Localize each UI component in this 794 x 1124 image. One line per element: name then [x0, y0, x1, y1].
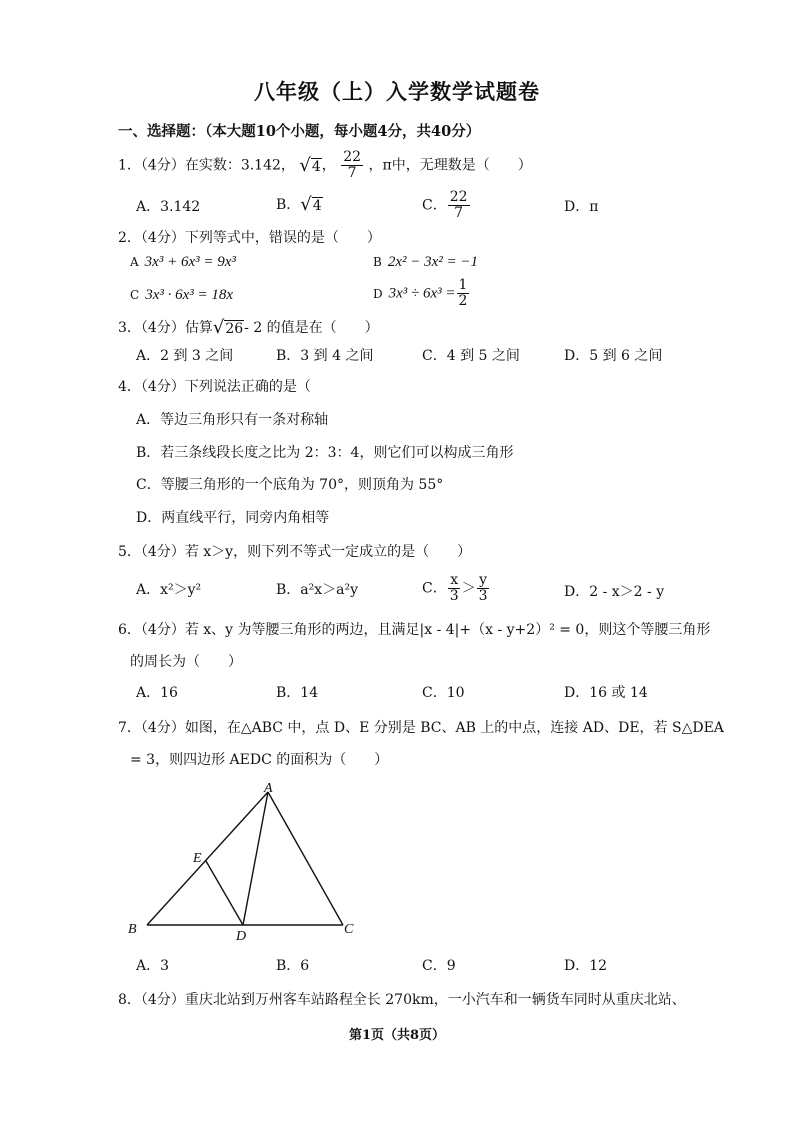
q3-sqrt-arg: 26	[225, 321, 244, 337]
q5-option-c-den1: 3	[449, 588, 459, 604]
q1-option-c-label: C．	[422, 197, 447, 214]
page-footer: 第1页（共8页）	[348, 1028, 446, 1043]
q2-option-b-label: B	[373, 255, 382, 269]
q2-option-c	[130, 285, 233, 305]
q1-option-c-num: 22	[449, 189, 468, 205]
q2-option-d-den: 2	[458, 293, 468, 309]
q7-option-a: A．3	[136, 958, 170, 974]
segment-ac	[268, 792, 343, 925]
q5-option-c-den2: 3	[478, 588, 488, 604]
q2-option-c-label: C	[130, 288, 140, 302]
q5-option-c-frac2	[477, 573, 490, 604]
triangle-figure	[120, 778, 370, 946]
q5-option-d: D．2 - x＞2 - y	[564, 584, 665, 600]
q2-option-b	[373, 252, 478, 272]
q4-option-a: A．等边三角形只有一条对称轴	[136, 412, 329, 428]
q2-option-a-label: A	[130, 255, 139, 269]
q2-option-a-expr: 3x³ + 6x³ = 9x³	[144, 254, 236, 270]
q1-frac-den: 7	[347, 165, 357, 181]
q4-option-c: C．等腰三角形的一个底角为 70°，则顶角为 55°	[136, 477, 444, 493]
segment-ad	[243, 792, 268, 925]
q5-option-c	[422, 573, 491, 604]
q1-sqrt-arg: 4	[311, 158, 321, 175]
q1-option-b-label: B．	[276, 197, 301, 213]
q4-option-d: D．两直线平行，同旁内角相等	[136, 510, 330, 526]
question-4: 4．（4分）下列说法正确的是（	[118, 379, 311, 395]
q3-suffix: - 2 的值是在（ ）	[244, 320, 379, 336]
q3-sqrt: √ 26	[212, 317, 244, 338]
q5-option-c-num1: x	[450, 572, 459, 588]
q1-suffix: ，π中，无理数是（ ）	[368, 157, 532, 174]
q7-option-c: C．9	[422, 958, 456, 974]
q5-option-a: A．x²＞y²	[136, 582, 202, 598]
q3-option-d: D．5 到 6 之间	[564, 348, 663, 364]
q2-option-a	[130, 252, 236, 272]
q2-option-b-expr: 2x² − 3x² = −1	[387, 254, 479, 270]
question-1: 1．（4分）在实数：3.142， √ 4 ， $\frac{22}{7}$ ，π中，无理数是（ ）	[118, 149, 532, 181]
q7-option-d: D．12	[564, 958, 608, 974]
q3-option-a: A．2 到 3 之间	[136, 348, 234, 364]
segment-ab	[147, 792, 268, 925]
vertex-label-c: C	[344, 922, 354, 937]
q6-option-c: C．10	[422, 685, 465, 701]
q5-option-b: B．a²x＞a²y	[276, 582, 359, 598]
segment-de	[206, 861, 243, 925]
q6-option-b: B．14	[276, 685, 319, 701]
q1-option-c-den: 7	[454, 205, 464, 221]
q1-fraction	[341, 150, 363, 181]
q6-option-a: A．16	[136, 685, 178, 701]
vertex-label-a: A	[264, 781, 273, 796]
q5-option-c-label: C．	[422, 580, 447, 597]
q2-option-d	[373, 278, 470, 309]
q1-prefix: 1．（4分）在实数：3.142，	[118, 157, 295, 174]
q4-option-b: B．若三条线段长度之比为 2：3：4，则它们可以构成三角形	[136, 445, 514, 461]
q1-option-c-frac	[448, 190, 470, 221]
question-7-line2: = 3，则四边形 AEDC 的面积为（ ）	[130, 752, 389, 768]
q5-option-c-gt: ＞	[461, 580, 476, 597]
q1-option-a: A．3.142	[136, 199, 201, 215]
q1-option-c	[422, 190, 471, 221]
q1-frac-num: 22	[343, 149, 362, 165]
q1-option-b	[276, 195, 323, 215]
question-7-line1: 7．（4分）如图，在△ABC 中，点 D、E 分别是 BC、AB 上的中点，连接 AD、DE，若 S△DEA	[118, 720, 724, 736]
question-3	[118, 318, 379, 338]
q2-option-d-expr: 3x³ ÷ 6x³ =	[388, 285, 456, 302]
question-6-line1: 6．（4分）若 x、y 为等腰三角形的两边，且满足|x - 4|+（x - y+2）² = 0，则这个等腰三角形	[118, 622, 711, 638]
question-6-line2: 的周长为（ ）	[130, 654, 242, 670]
q2-option-d-num: 1	[458, 277, 468, 293]
q1-option-d: D．π	[564, 199, 599, 215]
q3-option-c: C．4 到 5 之间	[422, 348, 520, 364]
q3-prefix: 3．（4分）估算	[118, 320, 213, 336]
q5-option-c-num2: y	[479, 572, 488, 588]
q2-option-d-label: D	[373, 286, 383, 301]
q1-sqrt: √ 4	[299, 154, 321, 176]
q3-option-b: B．3 到 4 之间	[276, 348, 374, 364]
question-2: 2．（4分）下列等式中，错误的是（ ）	[118, 230, 381, 246]
section-heading: 一、选择题：（本大题10个小题，每小题4分，共40分）	[118, 123, 481, 140]
vertex-label-d: D	[236, 929, 247, 944]
q7-option-b: B．6	[276, 958, 310, 974]
vertex-label-e: E	[193, 851, 202, 866]
q5-option-c-frac1	[448, 573, 461, 604]
q6-option-d: D．16 或 14	[564, 685, 648, 701]
q2-option-c-expr: 3x³ · 6x³ = 18x	[145, 287, 234, 303]
question-8-line1: 8．（4分）重庆北站到万州客车站路程全长 270km，一小汽车和一辆货车同时从重庆北站、	[118, 992, 686, 1008]
q1-option-b-sqrt: √ 4	[300, 194, 322, 215]
page-title: 八年级（上）入学数学试题卷	[254, 79, 540, 104]
q1-option-b-arg: 4	[312, 198, 322, 214]
question-5: 5．（4分）若 x＞y，则下列不等式一定成立的是（ ）	[118, 544, 472, 560]
q2-option-d-frac	[457, 278, 470, 309]
vertex-label-b: B	[128, 922, 137, 937]
